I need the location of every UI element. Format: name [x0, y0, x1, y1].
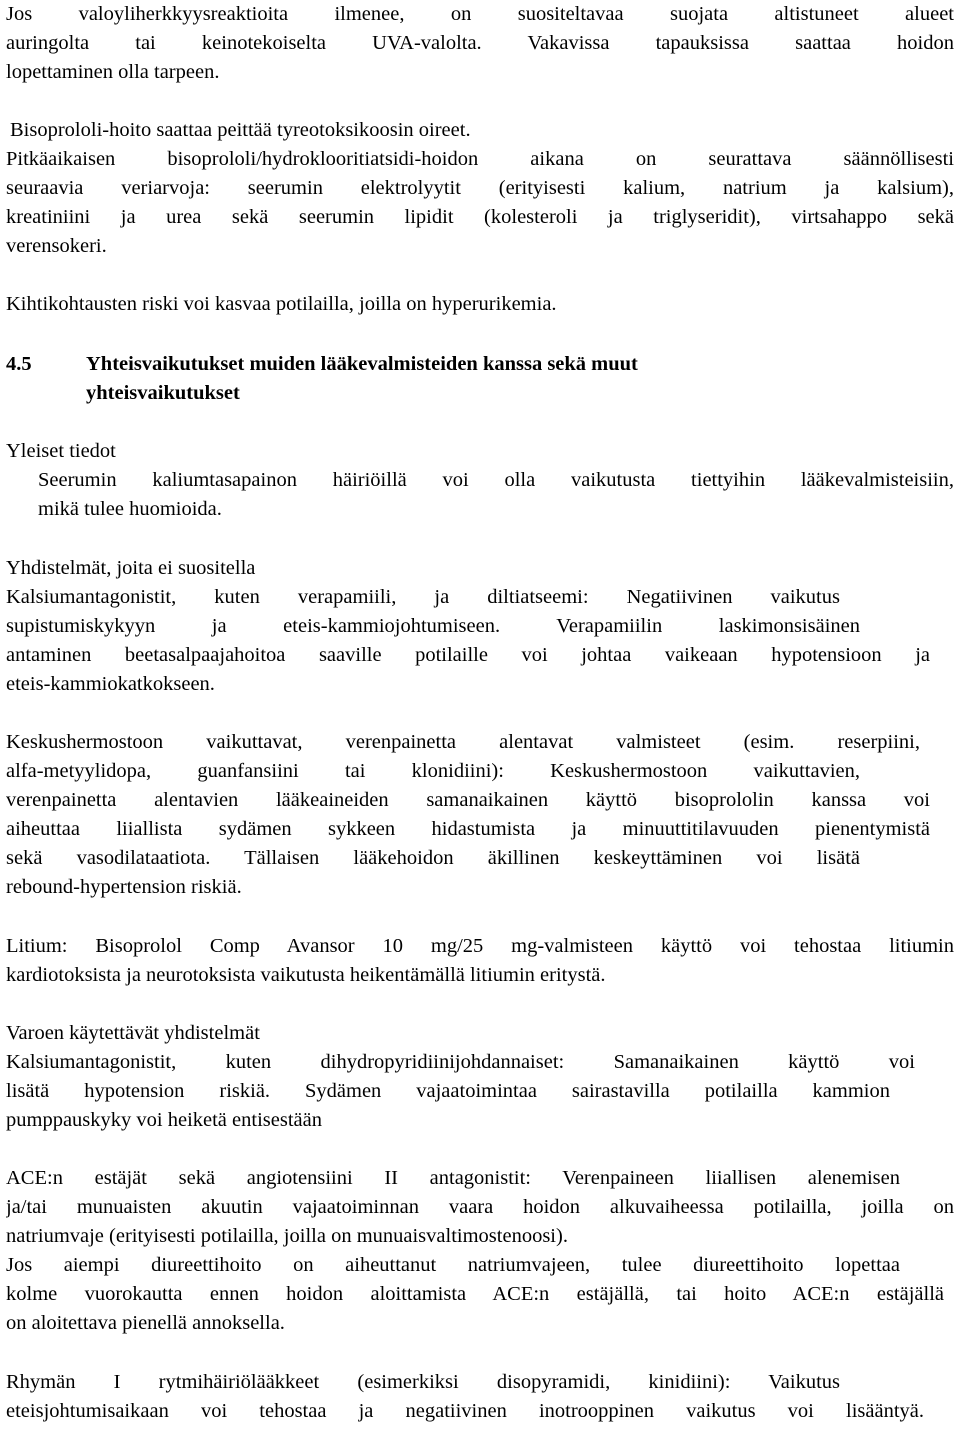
- text-line: aiheuttaa liiallista sydämen sykkeen hidastumista ja minuuttitilavuuden pienentymistä: [6, 818, 930, 840]
- text-line: supistumiskykyyn ja eteis-kammiojohtumiseen. Verapamiilin laskimonsisäinen: [6, 615, 860, 637]
- section-heading: [6, 350, 954, 379]
- section-title: Yhteisvaikutukset muiden lääkevalmisteiden kanssa sekä muut: [86, 353, 638, 375]
- text-line: auringolta tai keinotekoiselta UVA-valolta. Vakavissa tapauksissa saattaa hoidon: [6, 32, 954, 54]
- text-line: Rhymän I rytmihäiriölääkkeet (esimerkiksi disopyramidi, kinidiini): Vaikutus: [6, 1371, 840, 1393]
- text-line: rebound-hypertension riskiä.: [6, 876, 242, 898]
- text-line: Bisoprololi-hoito saattaa peittää tyreotoksikoosin oireet.: [10, 119, 471, 141]
- text-line: pumppauskyky voi heiketä entisestään: [6, 1109, 322, 1131]
- section-heading-continued: yhteisvaikutukset: [86, 382, 240, 404]
- subheading: Yhdistelmät, joita ei suositella: [6, 557, 256, 579]
- text-line: natriumvaje (erityisesti potilailla, joilla on munuaisvaltimostenoosi).: [6, 1225, 568, 1247]
- text-line: Litium: Bisoprolol Comp Avansor 10 mg/25 mg-valmisteen käyttö voi tehostaa litiumin: [6, 935, 954, 957]
- text-line: kreatiniini ja urea sekä seerumin lipidit (kolesteroli ja triglyseridit), virtsahappo sekä: [6, 206, 954, 228]
- text-line: on aloitettava pienellä annoksella.: [6, 1312, 285, 1334]
- text-line: kolme vuorokautta ennen hoidon aloittamista ACE:n estäjällä, tai hoito ACE:n estäjällä: [6, 1283, 944, 1305]
- text-line: Kalsiumantagonistit, kuten verapamiili, ja diltiatseemi: Negatiivinen vaikutus: [6, 586, 840, 608]
- text-line: Kihtikohtausten riski voi kasvaa potilailla, joilla on hyperurikemia.: [6, 293, 557, 315]
- text-line: ja/tai munuaisten akuutin vajaatoiminnan vaara hoidon alkuvaiheessa potilailla, joilla on: [6, 1196, 954, 1218]
- text-line: lisätä hypotension riskiä. Sydämen vajaatoimintaa sairastavilla potilailla kammion: [6, 1080, 890, 1102]
- text-line: mikä tulee huomioida.: [38, 498, 222, 520]
- subheading: Yleiset tiedot: [6, 440, 116, 462]
- text-line: eteisjohtumisaikaan voi tehostaa ja negatiivinen inotrooppinen vaikutus voi lisääntyä.: [6, 1400, 924, 1422]
- text-line: antaminen beetasalpaajahoitoa saaville potilaille voi johtaa vaikeaan hypotensioon ja: [6, 644, 930, 666]
- text-line: kardiotoksista ja neurotoksista vaikutusta heikentämällä litiumin eritystä.: [6, 964, 606, 986]
- text-line: Jos aiempi diureettihoito on aiheuttanut natriumvajeen, tulee diureettihoito lopettaa: [6, 1254, 900, 1276]
- text-line: Keskushermostoon vaikuttavat, verenpainetta alentavat valmisteet (esim. reserpiini,: [6, 731, 920, 753]
- text-line: verensokeri.: [6, 235, 107, 257]
- text-line: verenpainetta alentavien lääkeaineiden samanaikainen käyttö bisoprololin kanssa voi: [6, 789, 930, 811]
- text-line: Pitkäaikaisen bisoprololi/hydroklooritiatsidi-hoidon aikana on seurattava säännöllisesti: [6, 148, 954, 170]
- text-line: alfa-metyylidopa, guanfansiini tai klonidiini): Keskushermostoon vaikuttavien,: [6, 760, 860, 782]
- text-line: Kalsiumantagonistit, kuten dihydropyridiinijohdannaiset: Samanaikainen käyttö voi: [6, 1051, 915, 1073]
- text-line: Jos valoyliherkkyysreaktioita ilmenee, on suositeltavaa suojata altistuneet alueet: [6, 3, 954, 25]
- subheading: Varoen käytettävät yhdistelmät: [6, 1022, 260, 1044]
- text-line: ACE:n estäjät sekä angiotensiini II antagonistit: Verenpaineen liiallisen alenemisen: [6, 1167, 900, 1189]
- text-line: eteis-kammiokatkokseen.: [6, 673, 215, 695]
- section-number: 4.5: [6, 353, 32, 375]
- text-line: sekä vasodilataatiota. Tällaisen lääkehoidon äkillinen keskeyttäminen voi lisätä: [6, 847, 860, 869]
- text-line: Seerumin kaliumtasapainon häiriöillä voi olla vaikutusta tiettyihin lääkevalmisteisiin,: [38, 469, 954, 491]
- text-line: lopettaminen olla tarpeen.: [6, 61, 220, 83]
- text-line: seuraavia veriarvoja: seerumin elektrolyytit (erityisesti kalium, natrium ja kalsium),: [6, 177, 954, 199]
